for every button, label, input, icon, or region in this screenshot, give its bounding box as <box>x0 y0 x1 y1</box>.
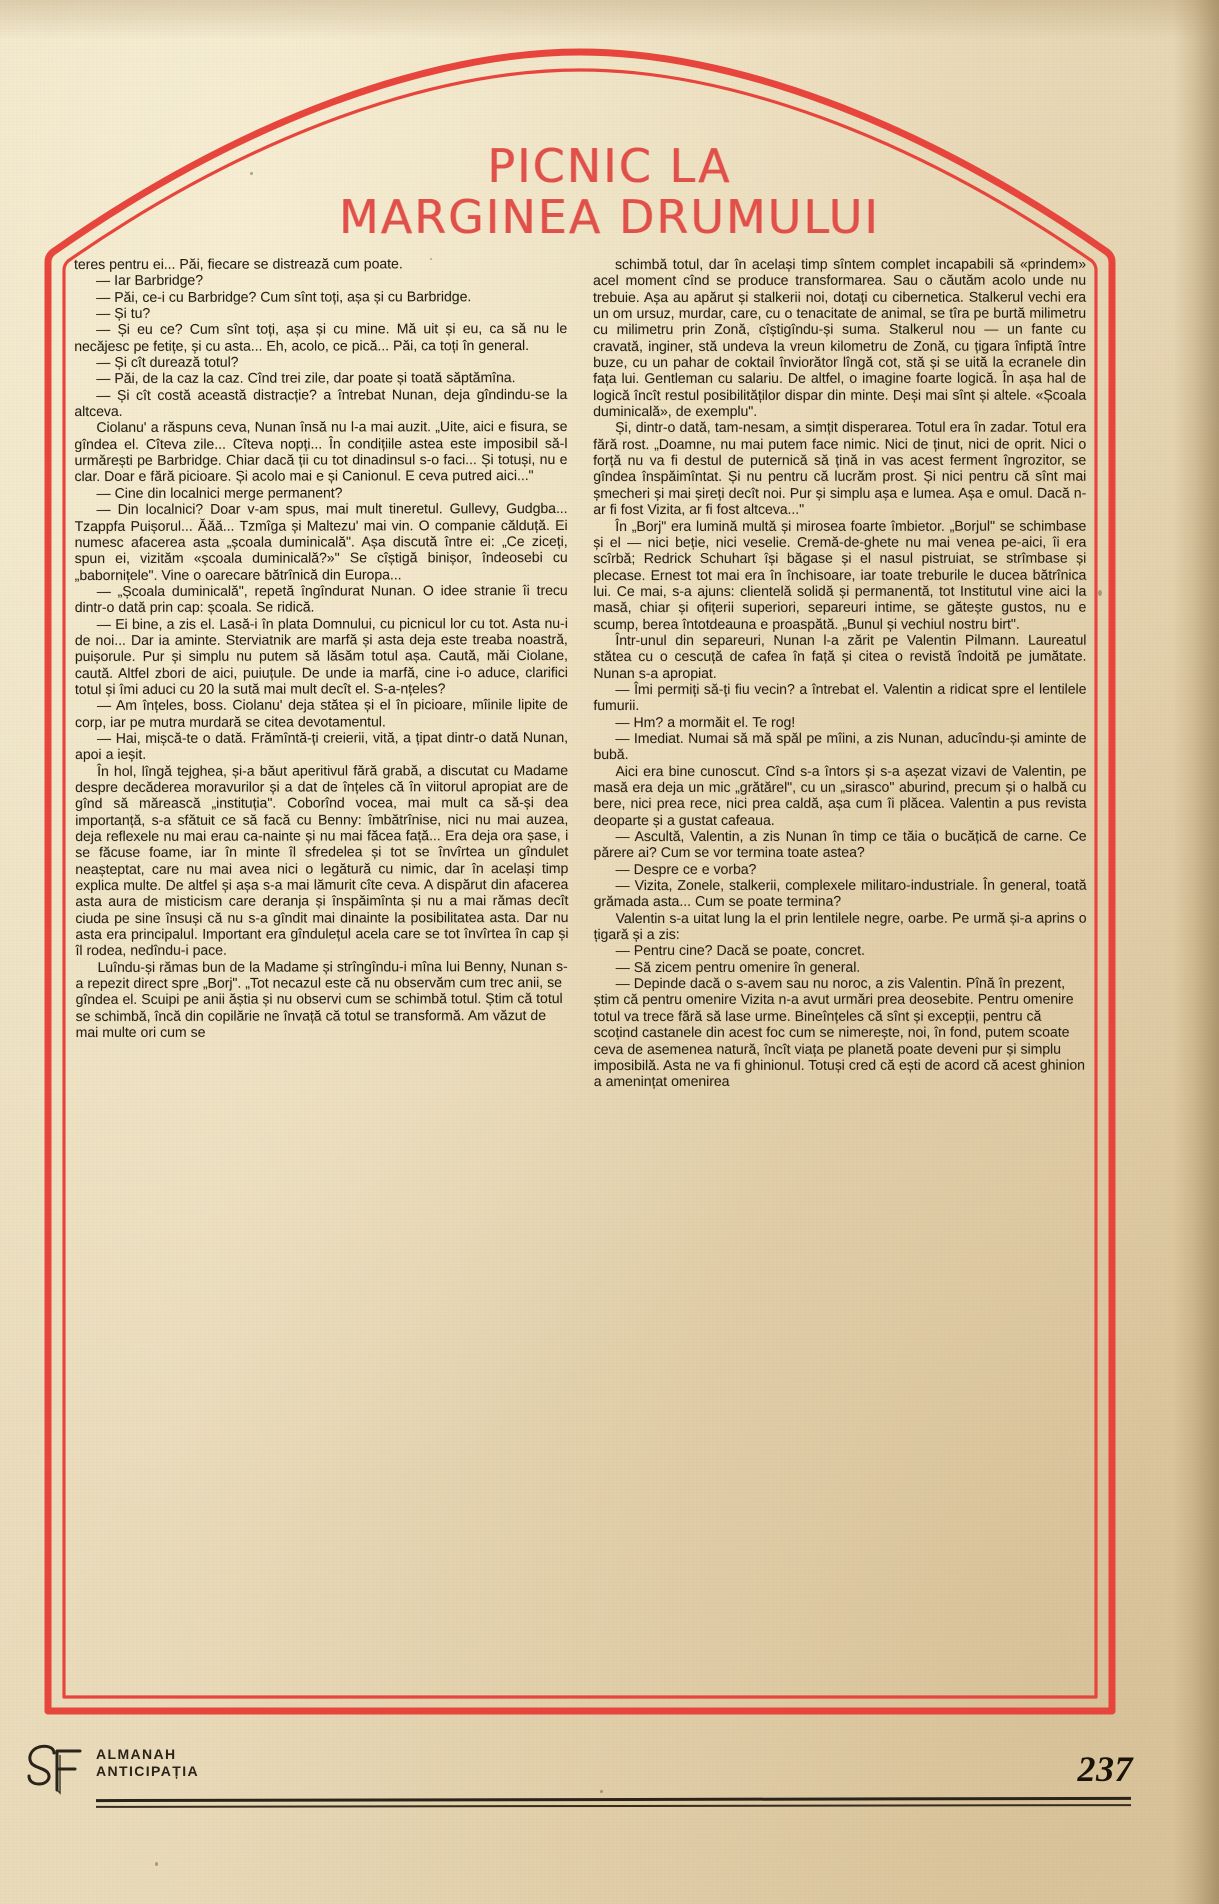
scan-speck <box>250 172 253 175</box>
body-paragraph: teres pentru ei... Păi, fiecare se distrează cum poate. <box>74 255 403 272</box>
body-paragraph: — Păi, de la caz la caz. Cînd trei zile, dar poate și toată săptămîna. <box>96 369 516 387</box>
body-paragraph: — Imediat. Numai să mă spăl pe mîini, a zis Nunan, aducîndu-și aminte de bubă. <box>593 729 1087 763</box>
body-paragraph: — Ei bine, a zis el. Lasă-i în plata Domnului, cu picnicul lor cu tot. Asta nu-i de noi... Dar ia aminte. Sterviatnik are marfă și asta deja este treaba noastră, puișorule. Pur și simplu nu putem să lăsăm totul așa. Caută, măi Ciolane, caută. Altfel zbori de aici, puiuțule. De unde ia marfă, cine i-o aduce, clarifici totul și îmi aduci cu 20 la sută mai mult decît el. S-a-nțeles? <box>74 614 568 697</box>
body-paragraph: — Și cît durează totul? <box>96 353 239 371</box>
body-paragraph: — Iar Barbridge? <box>96 272 203 289</box>
body-paragraph: — Din localnici? Doar v-am spus, mai mult tineretul. Gullevy, Gudgba... Tzappfa Puișorul... Ăăă... Tzmîga și Maltezu' mai vin. O companie călduță. Ei numesc afacerea asta „școala duminicală". Așa discută între ei: „Ce ziceți, spun ei, vizităm «școala duminicală?»" Se cîștigă binișor, îndeosebi cu „babornițele". Vine o oarecare bătrînică din Europa... <box>74 500 568 583</box>
body-paragraph: — Să zicem pentru omenire în general. <box>615 958 861 975</box>
title-line-1: PICNIC LA <box>487 139 732 193</box>
footer-rule-thick <box>96 1797 1131 1802</box>
text-column-left <box>74 255 570 1674</box>
body-paragraph: — Am înțeles, boss. Ciolanu' deja stătea și el în picioare, mîinile lipite de corp, iar pe mutra murdară se citea devotamentul. <box>74 696 568 730</box>
article-title <box>0 139 1219 244</box>
sf-logo-icon <box>24 1742 84 1798</box>
body-paragraph: — Vizita, Zonele, stalkerii, complexele militaro-industriale. În general, toată grămada asta... Cum se poate termina? <box>593 876 1087 910</box>
footer-rule-thin <box>96 1804 1131 1807</box>
body-paragraph: Valentin s-a uitat lung la el prin lentilele negre, oarbe. Pe urmă și-a aprins o țigară și a zis: <box>593 909 1087 943</box>
body-paragraph: În „Borj" era lumină multă și mirosea foarte îmbietor. „Borjul" se schimbase și el — nici beție, nici veselie. Cremă-de-ghete nu mai venea pe-aici, îi era scîrbă; Redrick Schuhart își băgase și el nasul pistruiat, se strîmbase și plecase. Ernest tot mai era în închisoare, iar toate treburile le ducea bătrînica lui. Ce mai, s-a ajuns: clientelă solidă și permanentă, tot Institutul vine aici la masă, chiar și ofițerii superiori, separeuri intime, se gătește gustos, nu e scump, berea întotdeauna e proaspătă. „Bunul și vechiul nostru birt". <box>593 517 1087 632</box>
text-column-right <box>593 256 1087 1674</box>
body-paragraph: — Și tu? <box>96 304 151 321</box>
top-edge-shadow <box>0 0 1219 40</box>
body-paragraph: — Păi, ce-i cu Barbridge? Cum sînt toți, așa și cu Barbridge. <box>96 287 472 305</box>
page-footer <box>24 1742 1184 1862</box>
scan-speck <box>155 1862 158 1866</box>
body-paragraph: — Depinde dacă o s-avem sau nu noroc, a zis Valentin. Pînă în prezent, știm că pentru omenire Vizita n-a avut urmări prea deosebite. Pentru omenire totul va trece fără să lase urme. Bineînțeles că sînt și excepții, pentru că scoțind castanele din acest foc cum se nimerește, noi, în fond, putem scoate ceva de asemenea natură, încît viața pe planetă poate deveni pur și simplu imposibilă. Asta ne va fi ghinionul. Totuși cred că ești de acord că acest ghinion a amenințat omenirea <box>593 974 1085 1090</box>
scan-speck <box>1098 590 1102 596</box>
body-paragraph: — Și eu ce? Cum sînt toți, așa și cu mine. Mă uit și eu, ca să nu le necăjesc pe fetițe, și cu asta... Eh, acolo, ce pică... Păi, ca toți în general. <box>74 320 568 354</box>
body-paragraph: — Ascultă, Valentin, a zis Nunan în timp ce tăia o bucățică de carne. Ce părere ai? Cum se vor termina toate astea? <box>593 827 1087 861</box>
publisher-logo-row <box>24 1742 199 1798</box>
body-paragraph: schimbă totul, dar în același timp sîntem complet incapabili să «prindem» acel moment cînd se produce transformarea. Sau o căutăm acolo unde nu trebuie. Așa au apărut și stalkerii noi, dotați cu cibernetica. Stalkerul vechi era un om ursuz, murdar, care, cu o tenacitate de animal, se tîra pe burtă milimetru cu milimetru prin Zonă, cîștigîndu-și suma. Stalkerul nou — un fante cu cravată, inginer, stă undeva la vreun kilometru de Zonă, cu țigara înfiptă între buze, cu un pahar de coktail înviorător lîngă cot, stă și se uită la ecranele din fața lui. Gentleman cu salariu. De altfel, o imagine foarte logică. În așa hal de logică încît restul posibilităților dispar din minte. Deși mai sînt și altele. «Școala duminicală», de exemplu". <box>593 255 1087 420</box>
almanah-line-2: ANTICIPAȚIA <box>96 1763 200 1779</box>
body-paragraph: În hol, lîngă tejghea, și-a băut aperitivul fără grabă, a discutat cu Madame despre decăderea moravurilor și a dat de înțeles că în viitorul apropiat are de gînd să mărească „instituția". Coborînd vocea, mai mult ca să-și dea importanță, s-a sfătuit ce să facă cu Benny: îmbătrînise, nici nu mai auzea, deja reflexele nu mai erau ca-nainte și nu mai făcea față... Era deja ora șase, i se făcuse foame, iar în minte îl sfredelea și tot se învîrtea un gîndulet neașteptat, care nu mai avea nici o legătură cu nimic, dar în același timp explica multe. De altfel și așa s-a mai lămurit cîte ceva. A dispărut din afacerea asta aura de misticism care deranja și înspăimînta și nu a mai rămas decît ciuda pe sine însuși că nu s-a gîndit mai dinainte la posibilitatea asta. Dar nu asta era principalul. Important era gîndulețul acela care se tot învîrtea în cap și îl rodea, nedîndu-i pace. <box>75 761 569 959</box>
page-number: 237 <box>1077 1749 1133 1789</box>
body-paragraph: — Hai, mișcă-te o dată. Frămîntă-ți creierii, vită, a țipat dintr-o dată Nunan, apoi a ieșit. <box>75 728 569 763</box>
article-body <box>74 256 1086 1674</box>
title-line-2: MARGINEA DRUMULUI <box>339 189 880 244</box>
body-paragraph: — Și cît costă această distracție? a întrebat Nunan, deja gîndindu-se la altceva. <box>74 385 568 420</box>
body-paragraph: Într-unul din separeuri, Nunan l-a zărit pe Valentin Pilmann. Laureatul stătea cu o cescuță de cafea în față și citea o revistă îndoită pe jumătate. Nunan s-a apropiat. <box>593 631 1087 681</box>
body-paragraph: Și, dintr-o dată, tam-nesam, a simțit disperarea. Totul era în zadar. Totul era fără rost. „Doamne, nu mai putem face nimic. Nici de ținut, nici de oprit. Nici o forță nu va fi destul de puternică să țină in vas acest ferment îngrozitor, se gîndea înspăimîntat. Și nu pentru că lucrăm prost. Și nici pentru că sînt mai șmecheri și mai șireți decît noi. Pur și simplu așa e lumea. Așa e omul. Dacă n-ar fi fost Vizita, ar fi fost altceva..." <box>593 419 1087 518</box>
body-paragraph: — Hm? a mormăit el. Te rog! <box>615 713 796 730</box>
body-paragraph: — „Școala duminicală", repetă îngîndurat Nunan. O idee stranie îi trecu dintr-o dată prin cap: școala. Se ridică. <box>74 581 568 616</box>
body-paragraph: — Îmi permiți să-ți fiu vecin? a întrebat el. Valentin a ridicat spre el lentilele fumurii. <box>593 680 1087 714</box>
footer-rules <box>96 1798 1131 1807</box>
body-paragraph: Aici era bine cunoscut. Cînd s-a întors și s-a așezat vizavi de Valentin, pe masă era deja un mic „grătărel", cu un „sirasco" aburind, precum și o halbă cu bere, nici prea rece, nici prea caldă, așa cum îi plăcea. Valentin a pus revista deoparte și a gustat cafeaua. <box>593 762 1087 828</box>
body-paragraph: — Cine din localnici merge permanent? <box>96 484 343 501</box>
body-paragraph: Ciolanu' a răspuns ceva, Nunan însă nu l-a mai auzit. „Uite, aici e fisura, se gîndea el. Cîteva zile... Cîteva nopți... În condițiile astea este imposibil să-l urmărești pe Barbridge. Chiar dacă ții cu tot dinadinsul s-o faci... Și totuși, nu e clar. Doar e fără picioare. Și acolo mai e și Canionul. E ceva putred aici..." <box>74 418 568 485</box>
publisher-name <box>96 1742 199 1780</box>
body-paragraph: — Despre ce e vorba? <box>615 860 757 877</box>
book-gutter-shadow <box>1173 0 1219 1904</box>
body-paragraph: — Pentru cine? Dacă se poate, concret. <box>615 942 865 959</box>
body-paragraph: Luîndu-și rămas bun de la Madame și strîngîndu-i mîna lui Benny, Nunan s-a repezit direct spre „Borj". „Tot necazul este că nu observăm cum trec anii, se gîndea el. Scuipi pe anii ăștia și nu observi cum se schimbă totul. Știm că totul se schimbă, încă din copilărie ne învață că totul se transformă. Am văzut de mai multe ori cum se <box>75 957 568 1041</box>
almanah-line-1: ALMANAH <box>96 1746 177 1762</box>
